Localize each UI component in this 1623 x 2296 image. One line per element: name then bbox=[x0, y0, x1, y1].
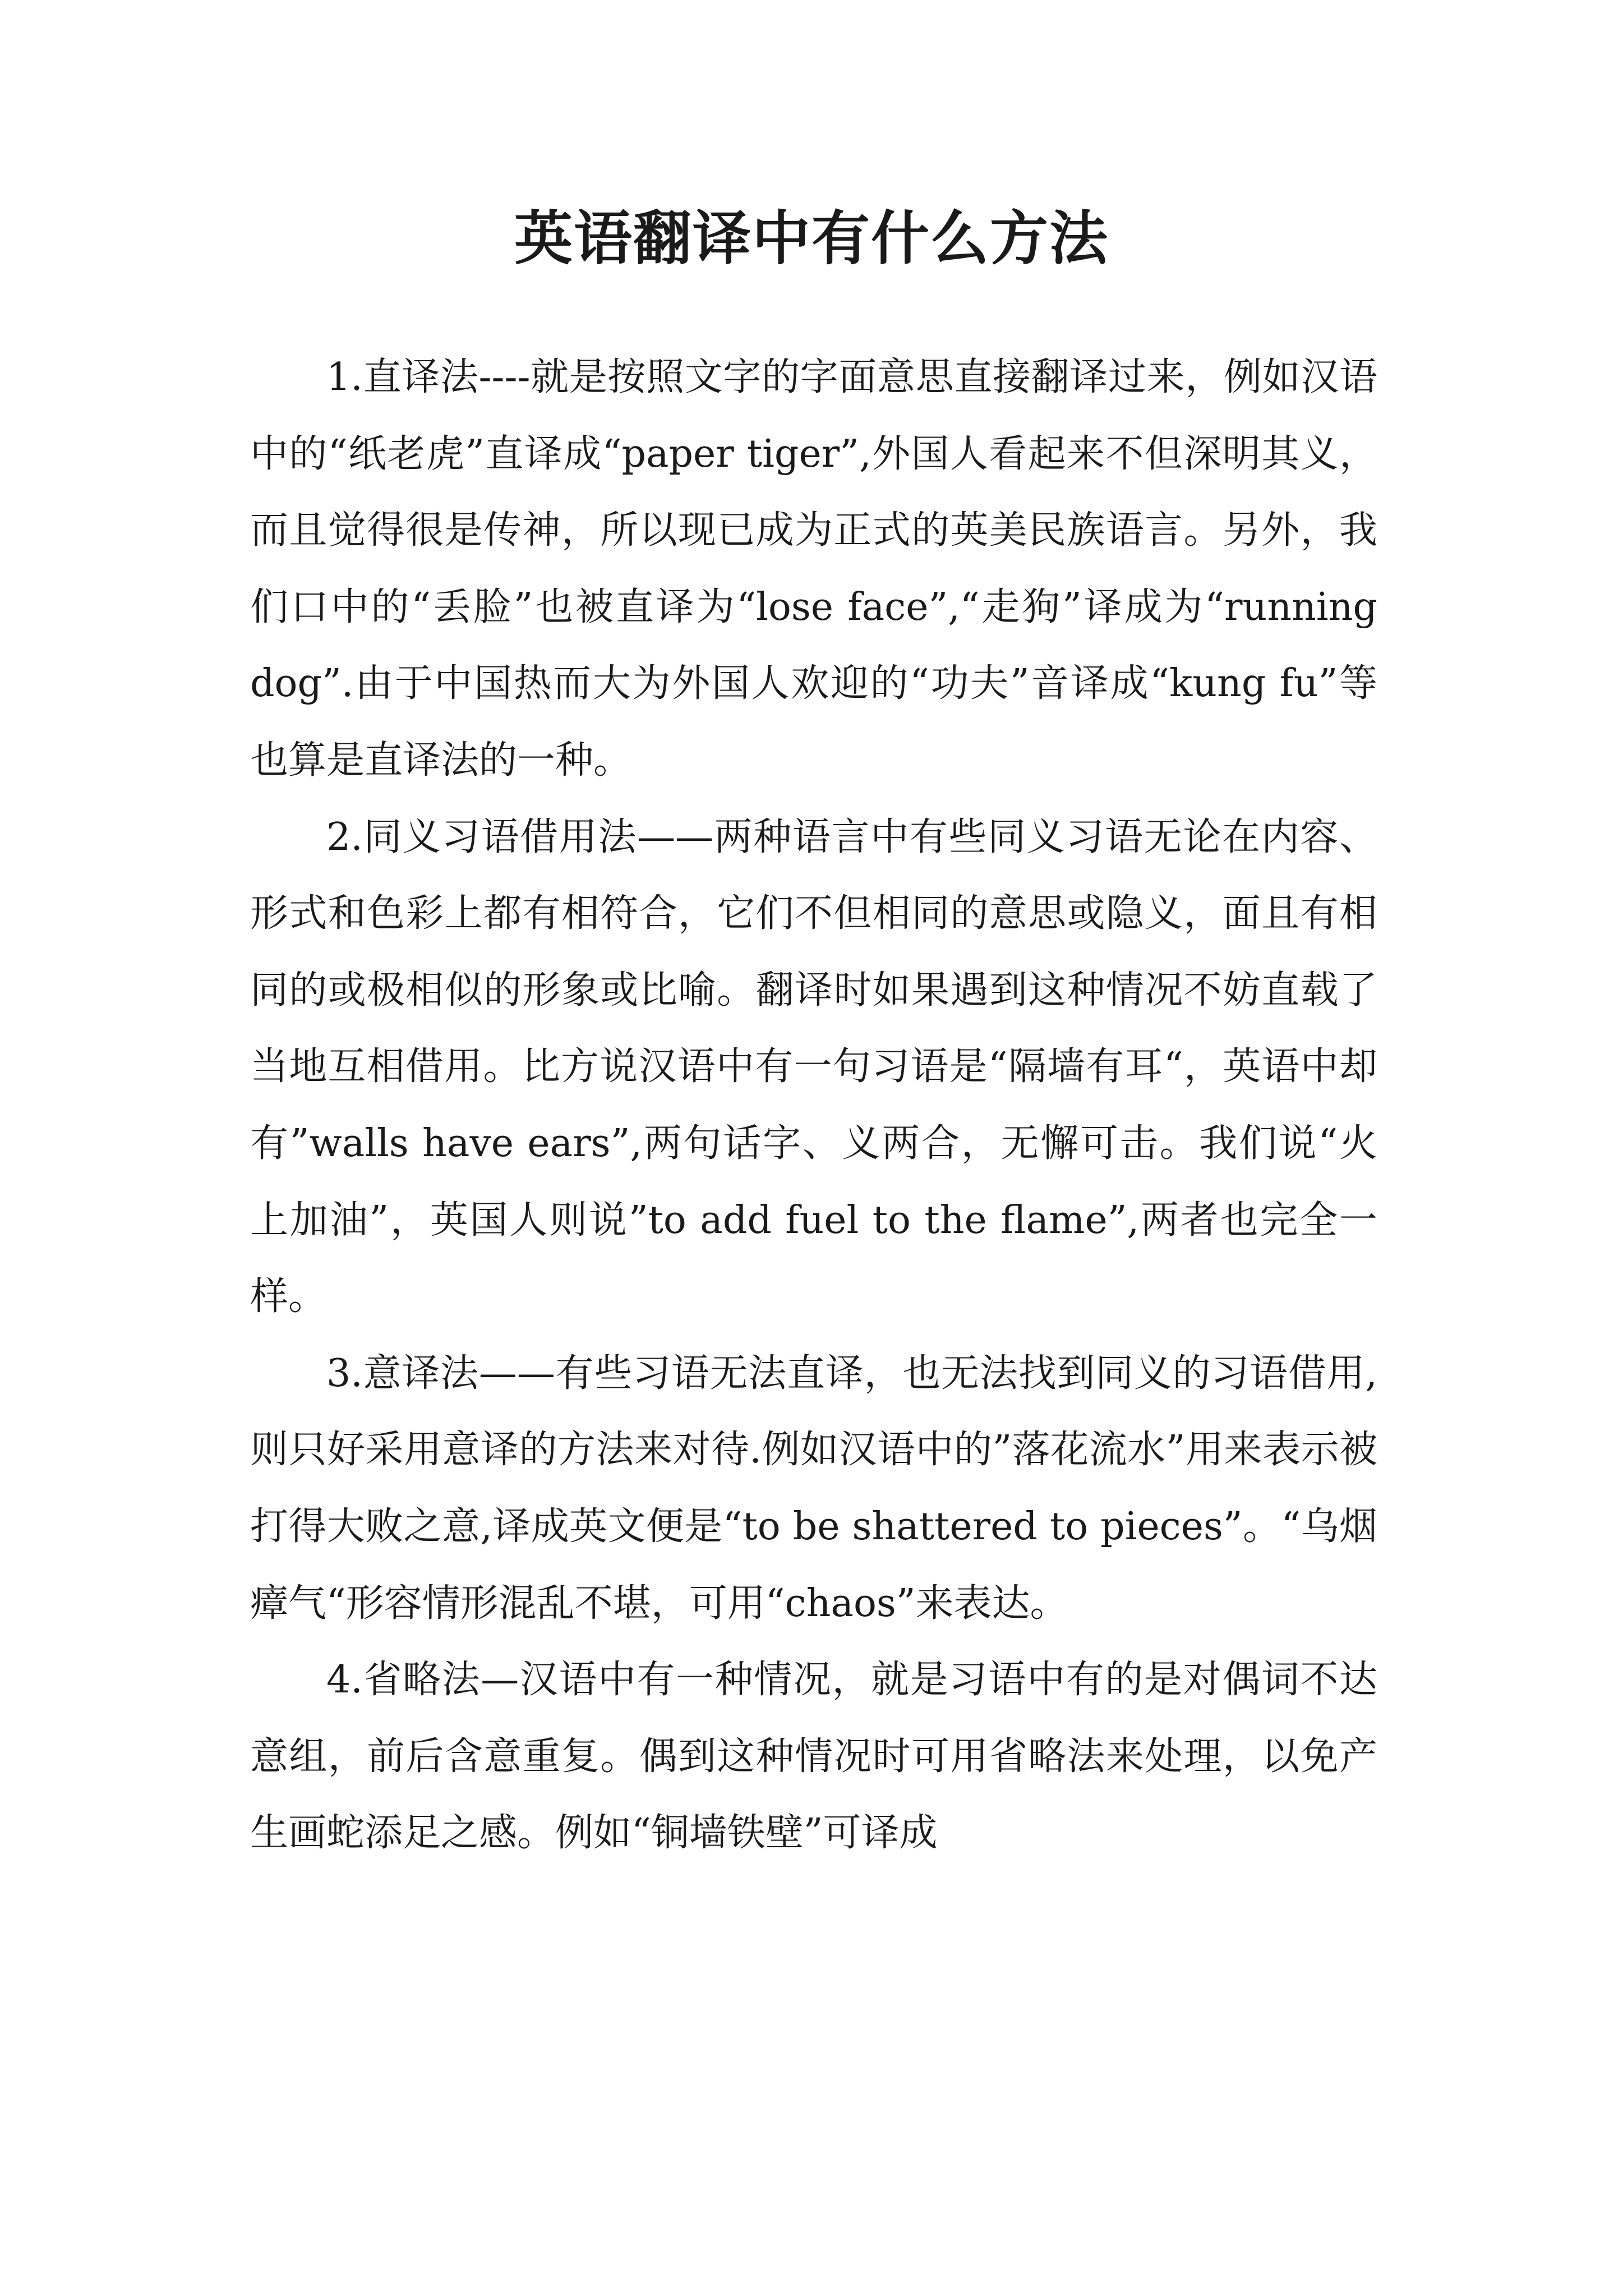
document-title: 英语翻译中有什么方法 bbox=[514, 204, 1109, 273]
paragraph-literal-translation: 1.直译法----就是按照文字的字面意思直接翻译过来，例如汉语中的“纸老虎”直译成“paper tiger”,外国人看起来不但深明其义，而且觉得很是传神，所以现已成为正式的英美民族语言。另外，我们口中的“丢脸”也被直译为“lose face”,“走狗”译成为“running dog”.由于中国热而大为外国人欢迎的“功夫”音译成“kung fu”等也算是直译法的一种。 bbox=[250, 355, 1377, 783]
paragraph-idiom-borrowing: 2.同义习语借用法——两种语言中有些同义习语无论在内容、形式和色彩上都有相符合，它们不但相同的意思或隐义，面且有相同的或极相似的形象或比喻。翻译时如果遇到这种情况不妨直载了当地互相借用。比方说汉语中有一句习语是“隔墙有耳“，英语中却有”walls have ears”,两句话字、义两合，无懈可击。我们说“火上加油”，英国人则说”to add fuel to the flame”,两者也完全一样。 bbox=[250, 815, 1377, 1319]
document-body bbox=[250, 339, 1377, 1872]
paragraph-free-translation: 3.意译法——有些习语无法直译，也无法找到同义的习语借用,则只好采用意译的方法来对待.例如汉语中的”落花流水”用来表示被打得大败之意,译成英文便是“to be shattered to pieces”。“乌烟瘴气“形容情形混乱不堪，可用“chaos”来表达。 bbox=[250, 1351, 1377, 1626]
paragraph-omission: 4.省略法—汉语中有一种情况，就是习语中有的是对偶词不达意组，前后含意重复。偶到这种情况时可用省略法来处理，以免产生画蛇添足之感。例如“铜墙铁壁”可译成 bbox=[250, 1658, 1377, 1856]
